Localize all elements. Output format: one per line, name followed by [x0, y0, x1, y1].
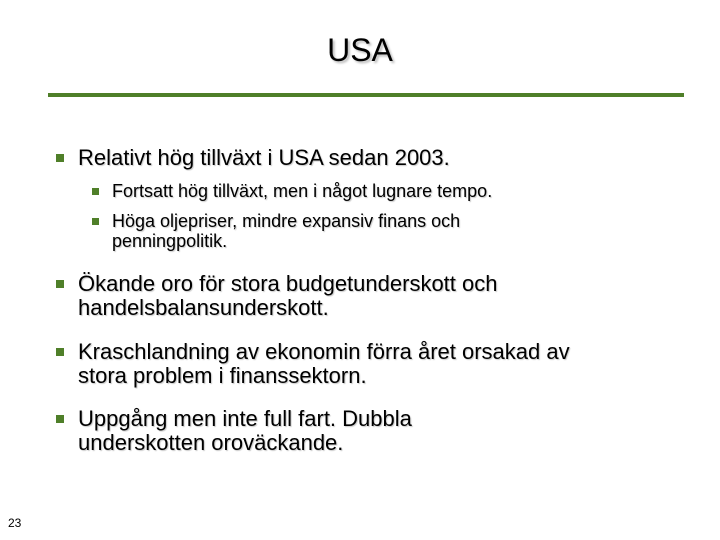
- bullet-text: Ökande oro för stora budgetunderskott och handelsbalansunderskott.: [78, 271, 498, 320]
- bullet-item: [56, 407, 656, 455]
- sub-bullet-item: [92, 211, 652, 251]
- bullet-item: [56, 272, 656, 320]
- square-bullet-icon: [92, 188, 99, 195]
- bullet-text: Kraschlandning av ekonomin förra året orsakad av stora problem i finanssektorn.: [78, 339, 570, 388]
- bullet-text: Relativt hög tillväxt i USA sedan 2003.: [78, 145, 450, 170]
- bullet-item: [56, 146, 656, 170]
- bullet-item: [56, 340, 656, 388]
- square-bullet-icon: [56, 280, 64, 288]
- sub-bullet-item: [92, 181, 652, 201]
- square-bullet-icon: [56, 415, 64, 423]
- square-bullet-icon: [92, 218, 99, 225]
- page-number: 23: [8, 516, 22, 530]
- sub-bullet-text: Fortsatt hög tillväxt, men i något lugnare tempo.: [112, 181, 493, 201]
- sub-bullet-text: Höga oljepriser, mindre expansiv finans och penningpolitik.: [112, 211, 461, 251]
- square-bullet-icon: [56, 154, 64, 162]
- bullet-text: Uppgång men inte full fart. Dubbla underskotten oroväckande.: [78, 406, 412, 455]
- square-bullet-icon: [56, 348, 64, 356]
- slide-title: USA: [327, 32, 393, 68]
